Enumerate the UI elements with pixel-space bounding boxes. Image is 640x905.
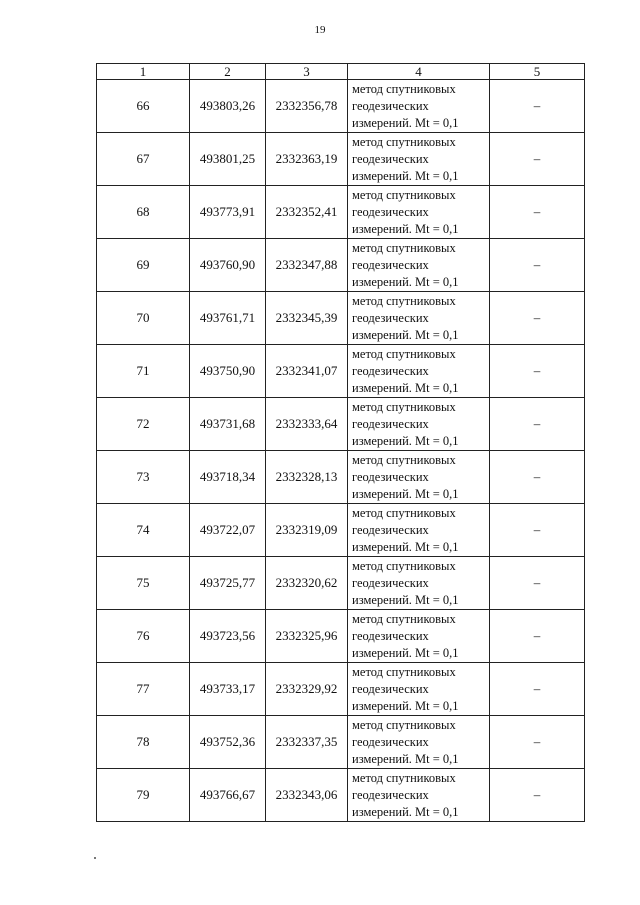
method-line-2: геодезических xyxy=(352,257,429,272)
method-line-1: метод спутниковых xyxy=(352,505,456,520)
coordinates-table xyxy=(96,63,585,822)
y-coordinate-cell: 2332343,06 xyxy=(266,769,348,822)
table-row xyxy=(97,451,585,504)
table-row xyxy=(97,610,585,663)
method-line-3: измерений. Mt = 0,1 xyxy=(352,751,459,766)
method-line-2: геодезических xyxy=(352,787,429,802)
method-cell xyxy=(348,557,490,610)
method-line-3: измерений. Mt = 0,1 xyxy=(352,274,459,289)
point-number-cell: 70 xyxy=(97,292,190,345)
y-coordinate-cell: 2332319,09 xyxy=(266,504,348,557)
x-coordinate-cell: 493803,26 xyxy=(190,80,266,133)
method-cell xyxy=(348,186,490,239)
note-cell: – xyxy=(490,557,585,610)
y-coordinate-cell: 2332329,92 xyxy=(266,663,348,716)
method-line-3: измерений. Mt = 0,1 xyxy=(352,486,459,501)
column-header-1: 1 xyxy=(97,64,190,80)
method-line-1: метод спутниковых xyxy=(352,240,456,255)
table-row xyxy=(97,398,585,451)
x-coordinate-cell: 493801,25 xyxy=(190,133,266,186)
y-coordinate-cell: 2332325,96 xyxy=(266,610,348,663)
method-cell xyxy=(348,80,490,133)
method-line-2: геодезических xyxy=(352,204,429,219)
method-line-1: метод спутниковых xyxy=(352,611,456,626)
note-cell: – xyxy=(490,716,585,769)
method-cell xyxy=(348,133,490,186)
x-coordinate-cell: 493718,34 xyxy=(190,451,266,504)
x-coordinate-cell: 493722,07 xyxy=(190,504,266,557)
method-cell xyxy=(348,716,490,769)
column-header-3: 3 xyxy=(266,64,348,80)
table-row xyxy=(97,239,585,292)
table-row xyxy=(97,769,585,822)
method-cell xyxy=(348,663,490,716)
point-number-cell: 69 xyxy=(97,239,190,292)
scan-speck xyxy=(94,857,96,859)
method-line-3: измерений. Mt = 0,1 xyxy=(352,698,459,713)
point-number-cell: 72 xyxy=(97,398,190,451)
point-number-cell: 71 xyxy=(97,345,190,398)
method-line-1: метод спутниковых xyxy=(352,187,456,202)
method-cell xyxy=(348,451,490,504)
y-coordinate-cell: 2332363,19 xyxy=(266,133,348,186)
x-coordinate-cell: 493766,67 xyxy=(190,769,266,822)
y-coordinate-cell: 2332337,35 xyxy=(266,716,348,769)
method-line-2: геодезических xyxy=(352,734,429,749)
table-header-row xyxy=(97,64,585,80)
method-line-1: метод спутниковых xyxy=(352,346,456,361)
y-coordinate-cell: 2332320,62 xyxy=(266,557,348,610)
method-line-2: геодезических xyxy=(352,575,429,590)
x-coordinate-cell: 493773,91 xyxy=(190,186,266,239)
method-line-3: измерений. Mt = 0,1 xyxy=(352,433,459,448)
x-coordinate-cell: 493725,77 xyxy=(190,557,266,610)
method-line-3: измерений. Mt = 0,1 xyxy=(352,115,459,130)
point-number-cell: 79 xyxy=(97,769,190,822)
point-number-cell: 75 xyxy=(97,557,190,610)
method-line-2: геодезических xyxy=(352,98,429,113)
method-line-3: измерений. Mt = 0,1 xyxy=(352,380,459,395)
x-coordinate-cell: 493731,68 xyxy=(190,398,266,451)
method-line-1: метод спутниковых xyxy=(352,717,456,732)
x-coordinate-cell: 493750,90 xyxy=(190,345,266,398)
table-row xyxy=(97,80,585,133)
method-line-3: измерений. Mt = 0,1 xyxy=(352,539,459,554)
x-coordinate-cell: 493761,71 xyxy=(190,292,266,345)
method-line-1: метод спутниковых xyxy=(352,134,456,149)
note-cell: – xyxy=(490,398,585,451)
note-cell: – xyxy=(490,345,585,398)
y-coordinate-cell: 2332333,64 xyxy=(266,398,348,451)
table-row xyxy=(97,186,585,239)
method-line-2: геодезических xyxy=(352,363,429,378)
method-cell xyxy=(348,345,490,398)
note-cell: – xyxy=(490,610,585,663)
x-coordinate-cell: 493723,56 xyxy=(190,610,266,663)
table-row xyxy=(97,504,585,557)
method-line-3: измерений. Mt = 0,1 xyxy=(352,221,459,236)
point-number-cell: 77 xyxy=(97,663,190,716)
y-coordinate-cell: 2332328,13 xyxy=(266,451,348,504)
method-line-3: измерений. Mt = 0,1 xyxy=(352,592,459,607)
table-row xyxy=(97,345,585,398)
page-number: 19 xyxy=(314,24,326,36)
method-line-2: геодезических xyxy=(352,628,429,643)
point-number-cell: 74 xyxy=(97,504,190,557)
method-line-1: метод спутниковых xyxy=(352,770,456,785)
point-number-cell: 67 xyxy=(97,133,190,186)
method-cell xyxy=(348,769,490,822)
note-cell: – xyxy=(490,239,585,292)
y-coordinate-cell: 2332356,78 xyxy=(266,80,348,133)
table-body xyxy=(97,80,585,822)
table-row xyxy=(97,663,585,716)
table-row xyxy=(97,716,585,769)
method-line-3: измерений. Mt = 0,1 xyxy=(352,804,459,819)
method-cell xyxy=(348,239,490,292)
table-row xyxy=(97,557,585,610)
x-coordinate-cell: 493752,36 xyxy=(190,716,266,769)
column-header-4: 4 xyxy=(348,64,490,80)
method-line-2: геодезических xyxy=(352,416,429,431)
method-cell xyxy=(348,610,490,663)
note-cell: – xyxy=(490,451,585,504)
method-line-1: метод спутниковых xyxy=(352,558,456,573)
method-line-2: геодезических xyxy=(352,522,429,537)
y-coordinate-cell: 2332352,41 xyxy=(266,186,348,239)
y-coordinate-cell: 2332341,07 xyxy=(266,345,348,398)
y-coordinate-cell: 2332345,39 xyxy=(266,292,348,345)
note-cell: – xyxy=(490,292,585,345)
note-cell: – xyxy=(490,186,585,239)
note-cell: – xyxy=(490,80,585,133)
x-coordinate-cell: 493760,90 xyxy=(190,239,266,292)
column-header-2: 2 xyxy=(190,64,266,80)
method-cell xyxy=(348,292,490,345)
method-line-1: метод спутниковых xyxy=(352,452,456,467)
note-cell: – xyxy=(490,769,585,822)
method-line-3: измерений. Mt = 0,1 xyxy=(352,168,459,183)
x-coordinate-cell: 493733,17 xyxy=(190,663,266,716)
point-number-cell: 66 xyxy=(97,80,190,133)
point-number-cell: 76 xyxy=(97,610,190,663)
y-coordinate-cell: 2332347,88 xyxy=(266,239,348,292)
method-cell xyxy=(348,398,490,451)
note-cell: – xyxy=(490,133,585,186)
method-line-2: геодезических xyxy=(352,310,429,325)
method-line-1: метод спутниковых xyxy=(352,81,456,96)
point-number-cell: 73 xyxy=(97,451,190,504)
method-line-1: метод спутниковых xyxy=(352,293,456,308)
table-row xyxy=(97,133,585,186)
table-row xyxy=(97,292,585,345)
note-cell: – xyxy=(490,663,585,716)
method-line-2: геодезических xyxy=(352,151,429,166)
method-line-3: измерений. Mt = 0,1 xyxy=(352,645,459,660)
method-cell xyxy=(348,504,490,557)
method-line-2: геодезических xyxy=(352,681,429,696)
method-line-1: метод спутниковых xyxy=(352,664,456,679)
point-number-cell: 78 xyxy=(97,716,190,769)
method-line-2: геодезических xyxy=(352,469,429,484)
method-line-3: измерений. Mt = 0,1 xyxy=(352,327,459,342)
point-number-cell: 68 xyxy=(97,186,190,239)
note-cell: – xyxy=(490,504,585,557)
column-header-5: 5 xyxy=(490,64,585,80)
method-line-1: метод спутниковых xyxy=(352,399,456,414)
